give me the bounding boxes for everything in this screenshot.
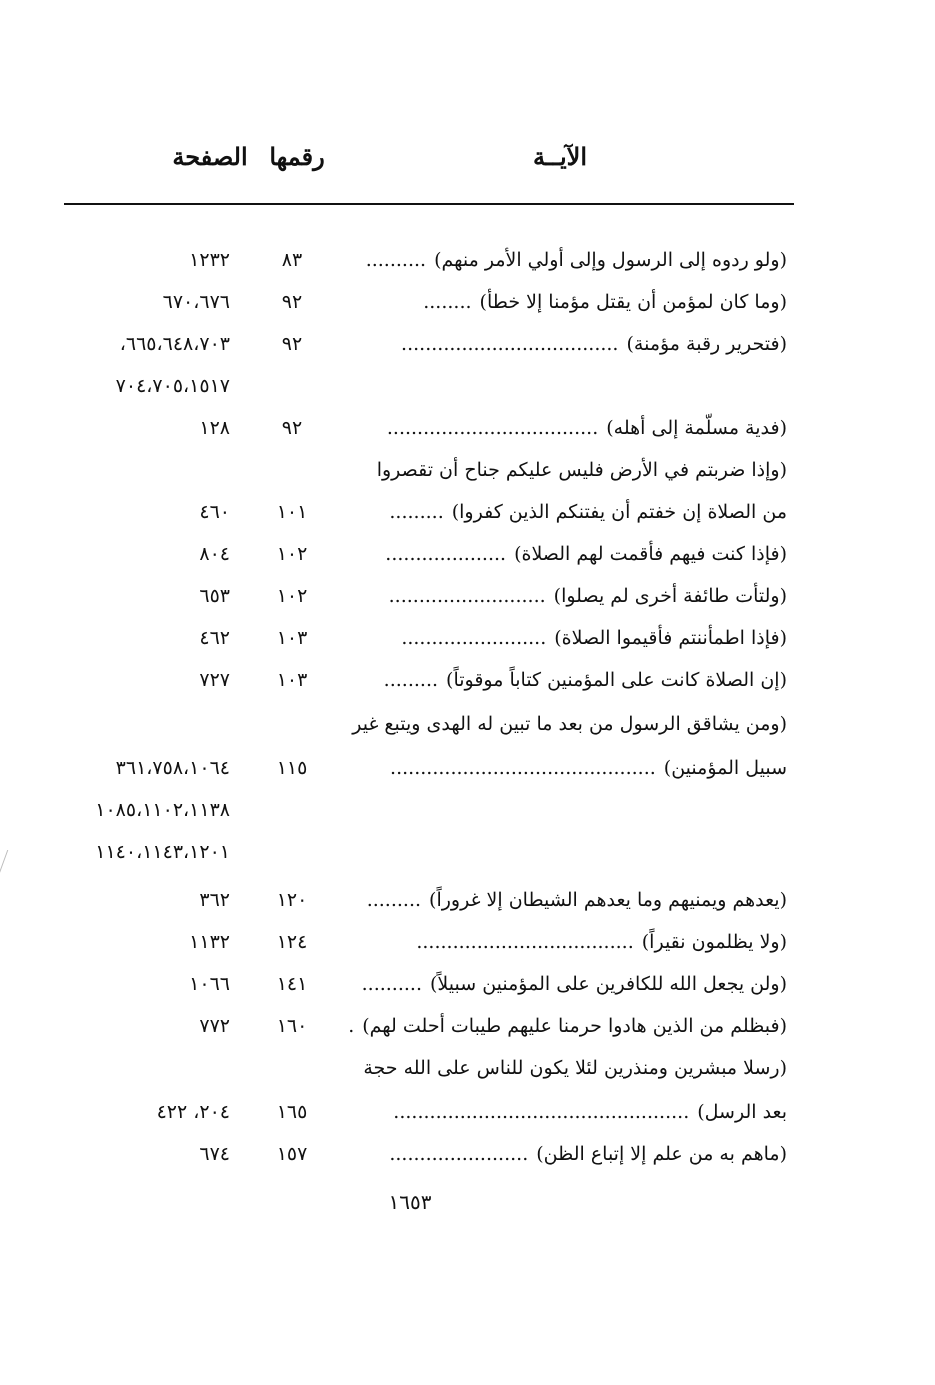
verse-number: ٩٢: [281, 417, 303, 439]
verse-number: ١٢٠: [276, 889, 308, 911]
verse-text: (وما كان لمؤمن أن يقتل مؤمنا إلا خطأ): [479, 291, 787, 313]
verse-text: (يعدهم ويمنيهم وما يعدهم الشيطان إلا غروراً): [429, 889, 787, 911]
verse-number: ١٦٠: [276, 1015, 308, 1037]
leader-dots: .........: [366, 889, 422, 911]
leader-dots: ............................................: [390, 757, 656, 779]
index-row: [0, 1092, 935, 1132]
header-divider: [64, 203, 794, 205]
index-row: [0, 534, 935, 574]
page-references: ٣٦٢: [199, 889, 230, 911]
verse-number: ١٢٤: [276, 931, 308, 953]
leader-dots: [369, 459, 377, 481]
column-header-page: الصفحة: [172, 142, 248, 171]
index-row: [0, 492, 935, 532]
page-references: ٤٦٠: [199, 501, 230, 523]
verse-text: (فبظلم من الذين هادوا حرمنا عليهم طيبات أحلت لهم): [362, 1015, 787, 1037]
leader-dots: .........: [389, 501, 444, 523]
verse-cell: [317, 832, 787, 872]
leader-dots: ...................................: [386, 417, 599, 439]
page-references: ٨٠٤: [199, 543, 230, 565]
leader-dots: ........: [423, 291, 472, 313]
verse-cell: [317, 1006, 787, 1046]
verse-cell: [317, 660, 787, 700]
index-row: [0, 240, 935, 280]
page-references: ٧٧٢: [199, 1015, 230, 1037]
verse-text: (ولتأت طائفة أخرى لم يصلوا): [553, 585, 787, 607]
verse-text: (ولا يظلمون نقيراً): [641, 931, 787, 953]
verse-text: (ماهم به من علم إلا إتباع الظن): [536, 1143, 787, 1165]
verse-number: ٨٣: [281, 249, 303, 271]
leader-dots: ........................: [401, 627, 547, 649]
verse-text: (فتحرير رقبة مؤمنة): [626, 333, 787, 355]
verse-cell: [317, 1048, 787, 1088]
verse-number: ١٠٣: [276, 669, 308, 691]
verse-cell: [317, 1134, 787, 1174]
verse-cell: [317, 880, 787, 920]
verse-text: بعد الرسل): [697, 1101, 787, 1123]
verse-number: ١٤١: [276, 973, 308, 995]
verse-number: ١١٥: [276, 757, 308, 779]
leader-dots: .................................................: [393, 1101, 690, 1123]
leader-dots: ..........: [361, 973, 423, 995]
page-references: ٦٦٥،٦٤٨،٧٠٣،: [119, 333, 230, 355]
verse-cell: [317, 324, 787, 364]
page-references: ٧٢٧: [199, 669, 230, 691]
verse-text: (فإذا اطمأننتم فأقيموا الصلاة): [554, 627, 787, 649]
page-references: ١٢٣٢: [189, 249, 230, 271]
verse-text: (فإذا كنت فيهم فأقمت لهم الصلاة): [514, 543, 787, 565]
verse-cell: [317, 408, 787, 448]
leader-dots: [779, 799, 787, 821]
verse-number: ١٠٢: [276, 585, 308, 607]
verse-number: ١٦٥: [276, 1101, 308, 1123]
verse-number: ١٠٣: [276, 627, 308, 649]
leader-dots: .: [348, 1015, 355, 1037]
index-row: [0, 1006, 935, 1046]
verse-number: ١٠٢: [276, 543, 308, 565]
index-row: [0, 366, 935, 406]
verse-cell: [317, 922, 787, 962]
index-row: [0, 880, 935, 920]
page-references: ٤٦٢: [199, 627, 230, 649]
index-row: [0, 618, 935, 658]
verse-number: ١٥٧: [276, 1143, 308, 1165]
verse-number: ٩٢: [281, 333, 303, 355]
verse-cell: [317, 704, 787, 744]
index-row: [0, 790, 935, 830]
page-references: ١١٤٠،١١٤٣،١٢٠١: [95, 841, 230, 863]
page-references: ٣٦١،٧٥٨،١٠٦٤: [115, 757, 230, 779]
verse-text: سبيل المؤمنين): [663, 757, 787, 779]
index-row: [0, 832, 935, 872]
verse-number: ١٠١: [276, 501, 308, 523]
page-references: ٦٥٣: [199, 585, 230, 607]
leader-dots: ....................................: [416, 931, 634, 953]
column-header-verse: الآيــة: [533, 142, 587, 171]
verse-text: (ولو ردوه إلى الرسول وإلى أولي الأمر منهم): [434, 249, 787, 271]
leader-dots: .........: [383, 669, 439, 691]
verse-text: من الصلاة إن خفتم أن يفتنكم الذين كفروا): [451, 501, 787, 523]
index-row: [0, 922, 935, 962]
index-row: [0, 660, 935, 700]
verse-cell: [317, 576, 787, 616]
index-row: [0, 964, 935, 1004]
page-references: ٦٧٠،٦٧٦: [162, 291, 230, 313]
page-number: ١٦٥٣: [388, 1190, 432, 1214]
index-row: [0, 1048, 935, 1088]
page-references: ٢٠٤، ٤٢٢: [156, 1101, 230, 1123]
verse-cell: [317, 1092, 787, 1132]
verse-number: ٩٢: [281, 291, 303, 313]
page-references: ٦٧٤: [199, 1143, 230, 1165]
leader-dots: [779, 375, 787, 397]
leader-dots: [779, 841, 787, 863]
index-row: [0, 408, 935, 448]
verse-cell: [317, 618, 787, 658]
verse-cell: [317, 964, 787, 1004]
verse-cell: [317, 492, 787, 532]
verse-text: (ولن يجعل الله للكافرين على المؤمنين سبيلاً): [430, 973, 787, 995]
verse-text: (ومن يشاقق الرسول من بعد ما تبين له الهدى ويتبع غير: [352, 713, 787, 735]
leader-dots: .......................: [389, 1143, 529, 1165]
verse-cell: [317, 450, 787, 490]
index-row: [0, 748, 935, 788]
verse-cell: [317, 366, 787, 406]
verse-text: (فدية مسلّمة إلى أهله): [606, 417, 787, 439]
index-row: [0, 1134, 935, 1174]
leader-dots: ..........................: [388, 585, 546, 607]
index-row: [0, 324, 935, 364]
index-row: [0, 704, 935, 744]
leader-dots: ....................: [385, 543, 507, 565]
verse-cell: [317, 282, 787, 322]
verse-cell: [317, 534, 787, 574]
leader-dots: ..........: [365, 249, 427, 271]
column-header-verse-number: رقمها: [269, 142, 325, 171]
page-references: ١١٣٢: [189, 931, 230, 953]
page-references: ١٢٨: [199, 417, 230, 439]
index-row: [0, 282, 935, 322]
index-row: [0, 576, 935, 616]
verse-cell: [317, 790, 787, 830]
verse-cell: [317, 748, 787, 788]
leader-dots: ....................................: [401, 333, 619, 355]
verse-text: (وإذا ضربتم في الأرض فليس عليكم جناح أن تقصروا: [376, 459, 787, 481]
index-row: [0, 450, 935, 490]
page-references: ١٠٨٥،١١٠٢،١١٣٨: [95, 799, 230, 821]
verse-cell: [317, 240, 787, 280]
verse-text: (رسلا مبشرين ومنذرين لئلا يكون للناس على الله حجة: [363, 1057, 787, 1079]
verse-text: (إن الصلاة كانت على المؤمنين كتاباً موقوتاً): [446, 669, 787, 691]
page-references: ٧٠٤،٧٠٥،١٥١٧: [115, 375, 230, 397]
page-references: ١٠٦٦: [189, 973, 230, 995]
